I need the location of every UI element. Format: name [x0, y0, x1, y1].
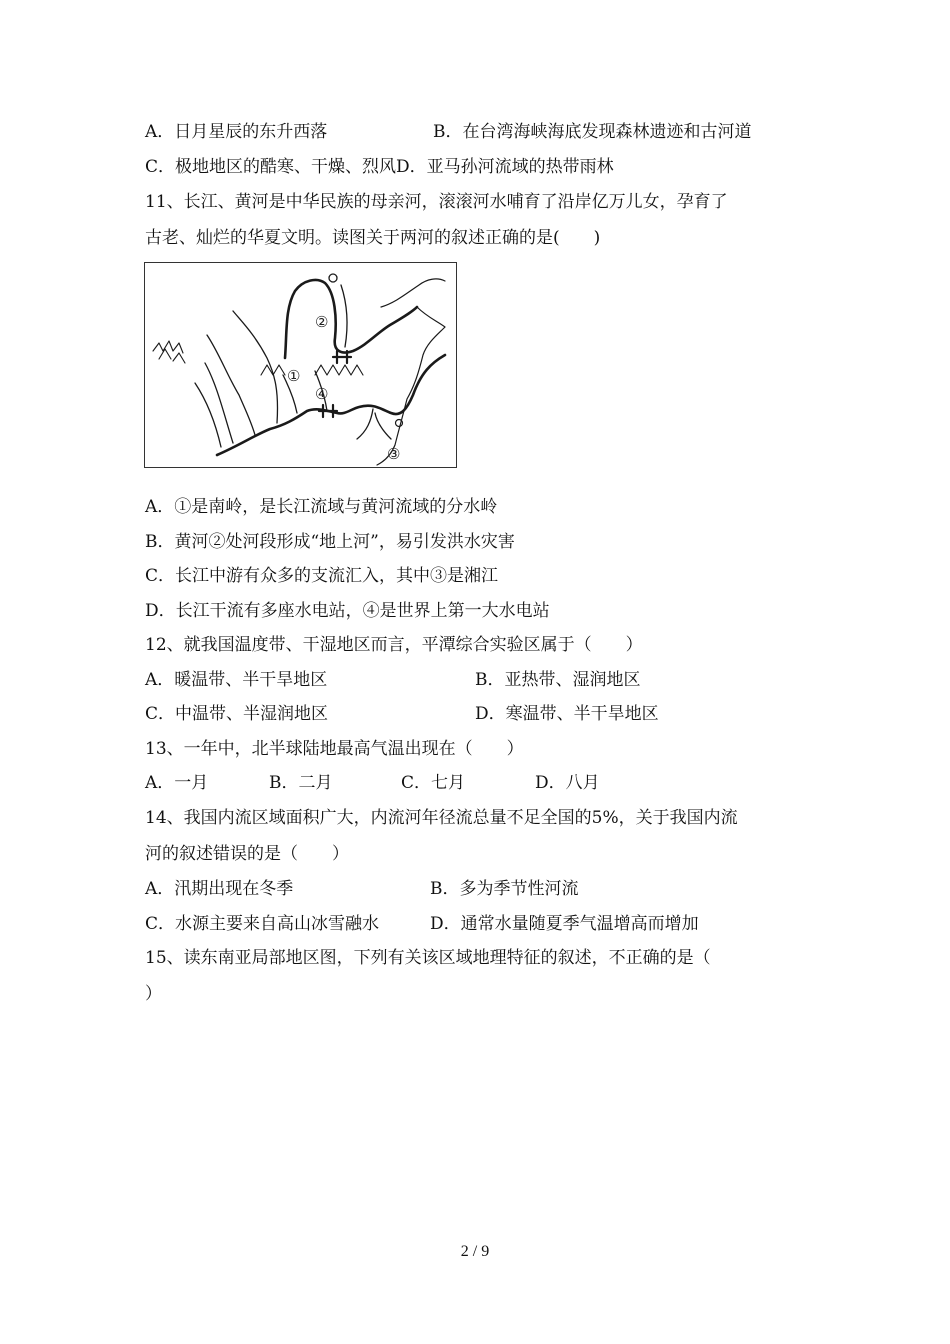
q15-stem-line-2: ） [145, 984, 162, 1004]
q10-options-row-2 [145, 155, 614, 179]
q11-stem-line-1: 11、长江、黄河是中华民族的母亲河，滚滚河水哺育了沿岸亿万儿女，孕育了 [145, 192, 728, 212]
tributary-9 [375, 413, 391, 439]
q15-stem-line-1: 15、读东南亚局部地区图，下列有关该区域地理特征的叙述，不正确的是（ [145, 948, 711, 968]
q12-stem: 12、就我国温度带、干湿地区而言，平潭综合实验区属于（ ） [145, 635, 643, 655]
q14-stem-line-2: 河的叙述错误的是（ ） [145, 844, 349, 864]
q14-option-b: B．多为季节性河流 [430, 879, 579, 899]
q11-stem-line-2: 古老、灿烂的华夏文明。读图关于两河的叙述正确的是( ) [145, 228, 601, 248]
q13-option-d: D．八月 [535, 773, 600, 793]
q13-option-b: B．二月 [269, 773, 333, 793]
yangtze-river [217, 355, 445, 455]
tributary-1 [233, 311, 278, 423]
q12-option-c: C．中温带、半湿润地区 [145, 704, 329, 724]
q10-option-a: A．日月星辰的东升西落 [145, 122, 328, 142]
map-label-4: ④ [315, 385, 329, 403]
rivers-map [144, 262, 457, 468]
page-number: 2 / 9 [460, 1243, 490, 1260]
q10-options-row-1 [145, 120, 752, 144]
q12-option-d: D．寒温带、半干旱地区 [475, 704, 659, 724]
q14-stem-line-1: 14、我国内流区域面积广大，内流河年径流总量不足全国的5%，关于我国内流 [145, 808, 738, 828]
q13-option-c: C．七月 [401, 773, 466, 793]
dam-yangtze-river [319, 405, 337, 417]
mountain-range-west [153, 341, 185, 363]
q10-option-b: B．在台湾海峡海底发现森林遗迹和古河道 [433, 122, 752, 142]
q13-stem: 13、一年中，北半球陆地最高气温出现在（ ） [145, 739, 524, 759]
q14-option-c: C．水源主要来自高山冰雪融水 [145, 914, 380, 934]
q14-options-row-1 [145, 877, 579, 901]
rivers-map-drawing [145, 263, 456, 467]
yellow-river [285, 280, 417, 358]
mountain-range-qinling [261, 365, 363, 375]
q10-option-d: D．亚马孙河流域的热带雨林 [396, 157, 614, 177]
q12-option-a: A．暖温带、半干旱地区 [145, 670, 328, 690]
coastline [377, 279, 445, 465]
q12-options-row-2 [145, 702, 659, 726]
source-point [329, 274, 337, 282]
q14-options-row-2 [145, 912, 699, 936]
tributary-7 [341, 285, 347, 347]
map-label-1: ① [287, 367, 301, 385]
tributary-8 [357, 409, 373, 439]
q14-option-d: D．通常水量随夏季气温增高而增加 [430, 914, 699, 934]
lake-symbol [396, 420, 403, 427]
map-label-2: ② [315, 313, 329, 331]
q13-options-row [145, 771, 600, 795]
q11-option-a: A．①是南岭，是长江流域与黄河流域的分水岭 [145, 497, 498, 517]
q11-option-b: B．黄河②处河段形成“地上河”，易引发洪水灾害 [145, 532, 515, 552]
q14-option-a: A．汛期出现在冬季 [145, 879, 294, 899]
map-label-3: ③ [387, 445, 401, 463]
q12-options-row-1 [145, 668, 641, 692]
q13-option-a: A．一月 [145, 773, 209, 793]
q10-option-c: C．极地地区的酷寒、干燥、烈风 [145, 157, 397, 177]
q12-option-b: B．亚热带、湿润地区 [475, 670, 641, 690]
q11-option-c: C．长江中游有众多的支流汇入，其中③是湘江 [145, 566, 499, 586]
q11-option-d: D．长江干流有多座水电站，④是世界上第一大水电站 [145, 601, 550, 621]
